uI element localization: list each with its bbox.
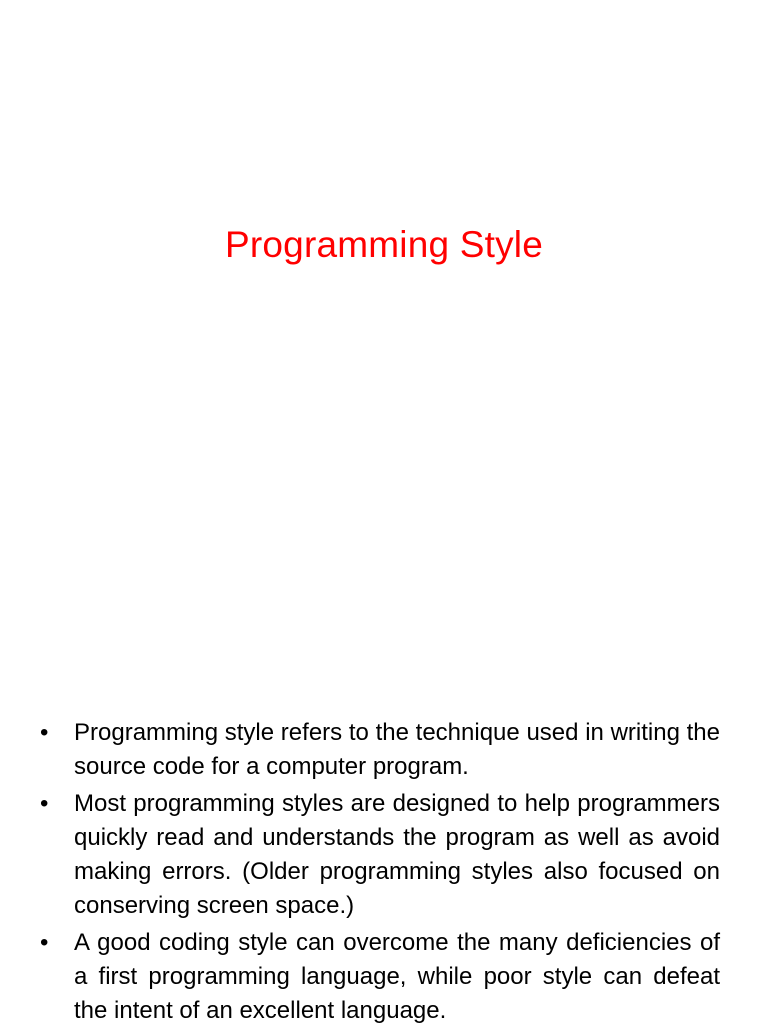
bullet-icon: • [40, 719, 49, 746]
bullet-text: Most programming styles are designed to help programmers quickly read and understands the program as well as avoid making errors. (Older programming styles also focused on conserving screen space.) [74, 790, 720, 919]
bullet-item [40, 787, 720, 923]
slide-title: Programming Style [224, 224, 543, 265]
bullet-icon: • [40, 929, 49, 956]
bullet-item [40, 926, 720, 1024]
bullet-icon: • [40, 790, 49, 817]
bullet-item [40, 716, 720, 784]
bullet-text: Programming style refers to the technique used in writing the source code for a computer program. [74, 719, 720, 780]
bullet-list [40, 716, 720, 1024]
bullet-text: A good coding style can overcome the many deficiencies of a first programming language, while poor style can defeat the intent of an excellent language. [74, 929, 720, 1024]
